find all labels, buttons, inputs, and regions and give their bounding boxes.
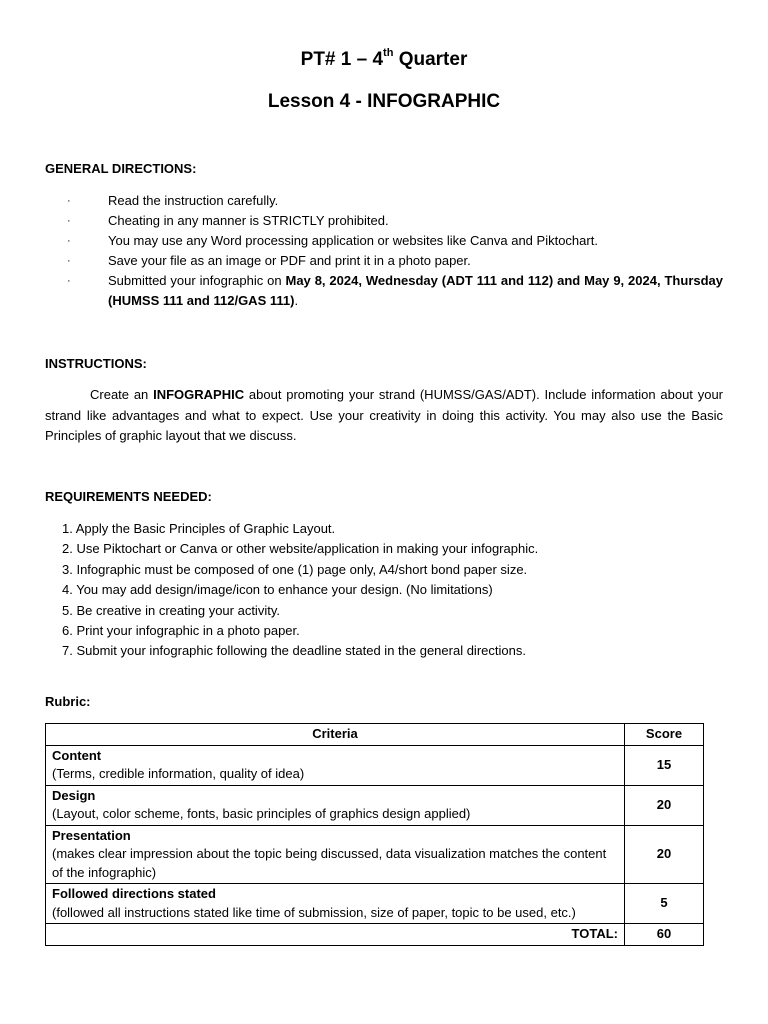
rubric-heading: Rubric: <box>45 694 91 709</box>
table-row <box>46 745 704 785</box>
list-item: 7. Submit your infographic following the deadline stated in the general directions. <box>62 643 526 659</box>
list-item <box>45 211 723 231</box>
criteria-description: (makes clear impression about the topic being discussed, data visualization matches the content of the infographic) <box>52 846 607 880</box>
criteria-cell <box>46 884 625 924</box>
criteria-description: (Terms, credible information, quality of idea) <box>52 766 305 781</box>
instructions-body: about promoting your strand (HUMSS/GAS/ADT). Include information about your strand like advantages and what to expect. Use your creativity in doing this activity. You may also use the Basic Principles of graphic layout that we discuss. <box>45 387 724 443</box>
general-directions-heading: GENERAL DIRECTIONS: <box>45 161 197 176</box>
list-item: 6. Print your infographic in a photo paper. <box>62 623 300 639</box>
criteria-name: Content <box>52 747 102 763</box>
lesson-title: Lesson 4 - INFOGRAPHIC <box>267 91 501 112</box>
criteria-cell <box>46 745 625 785</box>
table-row <box>46 825 704 884</box>
list-item-text: You may use any Word processing application or websites like Canva and Piktochart. <box>108 233 598 248</box>
instructions-prefix: Create an <box>90 387 154 402</box>
list-item: 4. You may add design/image/icon to enhance your design. (No limitations) <box>62 582 493 598</box>
instructions-paragraph <box>45 385 723 447</box>
bullet-glyph: · <box>67 255 71 267</box>
criteria-name: Followed directions stated <box>52 886 216 901</box>
criteria-cell <box>46 825 625 884</box>
instructions-keyword: INFOGRAPHIC <box>153 387 245 402</box>
list-item <box>45 251 723 271</box>
submission-deadline: May 8, 2024, Wednesday (ADT 111 and 112) and May 9, 2024, Thursday (HUMSS 111 and 112/GAS 111) <box>108 273 724 308</box>
page-title <box>0 49 768 71</box>
total-score: 60 <box>625 924 704 946</box>
score-cell: 20 <box>625 825 704 884</box>
total-row <box>46 924 704 946</box>
score-cell: 15 <box>625 745 704 785</box>
list-item: 3. Infographic must be composed of one (1) page only, A4/short bond paper size. <box>62 561 528 577</box>
rubric-table <box>45 723 704 946</box>
table-header-row <box>46 724 704 746</box>
table-row <box>46 884 704 924</box>
requirements-heading: REQUIREMENTS NEEDED: <box>45 489 212 504</box>
criteria-description: (Layout, color scheme, fonts, basic principles of graphics design applied) <box>52 806 471 821</box>
score-cell: 20 <box>625 785 704 825</box>
criteria-description: (followed all instructions stated like time of submission, size of paper, topic to be used, etc.) <box>52 904 576 920</box>
list-item <box>45 231 723 251</box>
bullet-glyph: · <box>67 215 71 227</box>
list-item-text: Cheating in any manner is STRICTLY prohibited. <box>108 213 389 228</box>
bullet-glyph: · <box>67 275 71 287</box>
score-column-header: Score <box>625 724 704 746</box>
title-superscript: th <box>383 47 394 59</box>
list-item: 5. Be creative in creating your activity. <box>62 602 280 618</box>
title-suffix: Quarter <box>393 49 468 70</box>
criteria-column-header: Criteria <box>46 724 625 746</box>
criteria-name: Presentation <box>52 827 131 843</box>
list-item-text: Save your file as an image or PDF and print it in a photo paper. <box>108 253 471 268</box>
bullet-glyph: · <box>67 195 71 207</box>
criteria-name: Design <box>52 787 96 803</box>
requirements-list <box>62 519 722 662</box>
total-label: TOTAL: <box>46 924 625 946</box>
table-row <box>46 785 704 825</box>
submission-suffix: . <box>294 293 299 308</box>
general-directions-list <box>45 191 723 311</box>
criteria-cell <box>46 785 625 825</box>
submission-item <box>45 271 723 311</box>
score-cell: 5 <box>625 884 704 924</box>
title-prefix: PT# 1 – 4 <box>300 49 384 70</box>
list-item <box>45 191 723 211</box>
instructions-heading: INSTRUCTIONS: <box>45 356 147 371</box>
bullet-glyph: · <box>67 235 71 247</box>
list-item-text: Read the instruction carefully. <box>108 193 279 208</box>
list-item: 2. Use Piktochart or Canva or other website/application in making your infographic. <box>62 541 539 557</box>
submission-prefix: Submitted your infographic on <box>108 273 286 288</box>
list-item: 1. Apply the Basic Principles of Graphic Layout. <box>62 521 336 536</box>
